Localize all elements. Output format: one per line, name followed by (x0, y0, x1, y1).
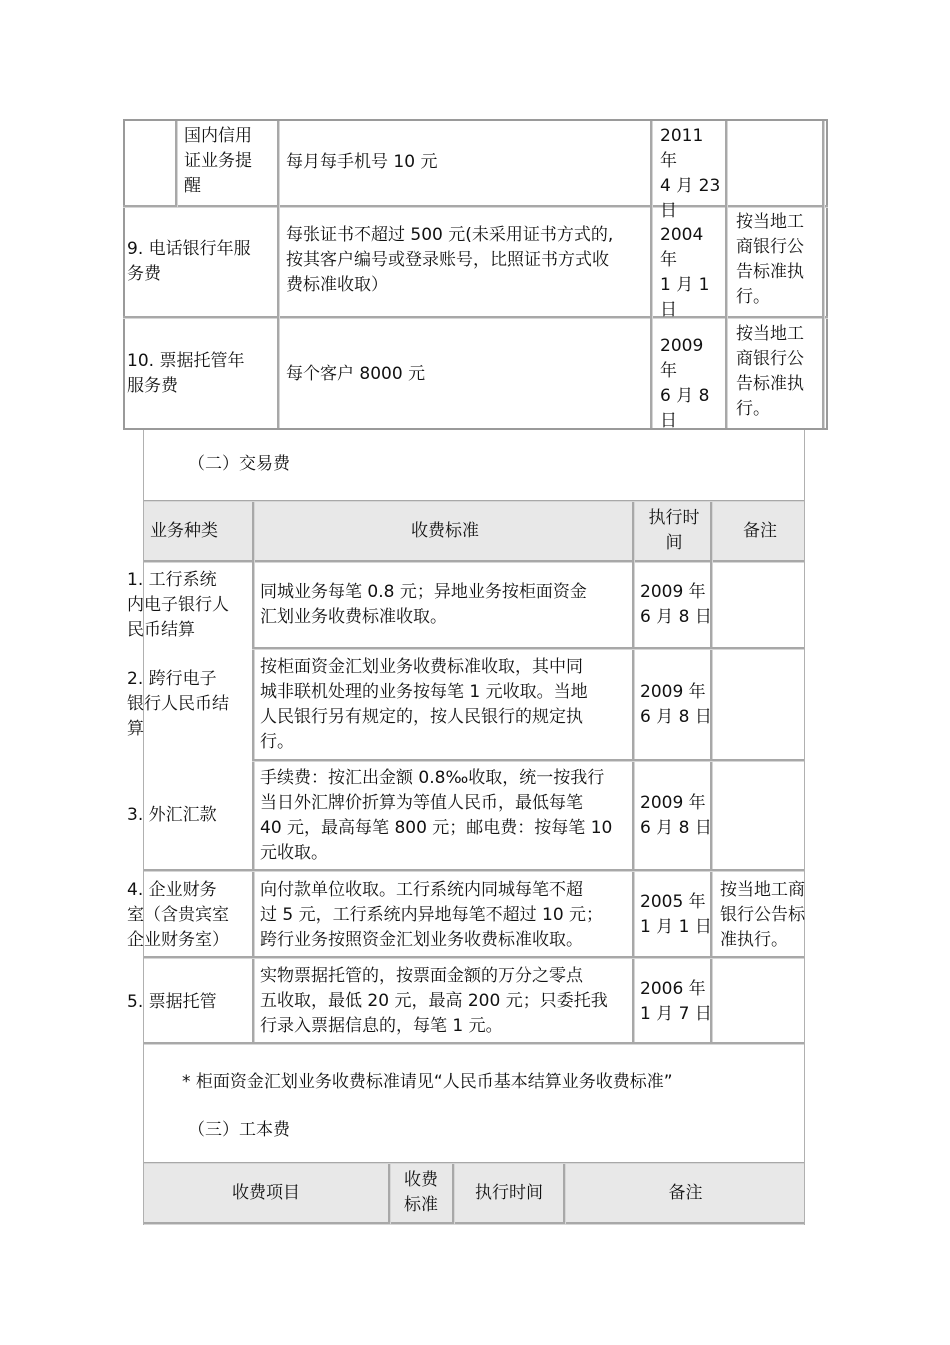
fee-standard (286, 322, 646, 426)
row-divider (252, 647, 804, 650)
effective-date: 2009 年 6 月 8 日 (640, 582, 712, 627)
header-text: 执行时间 (475, 1182, 543, 1203)
business-type: 2. 跨行电子 银行人民币结 算 (127, 669, 229, 739)
header-text: 备注 (668, 1182, 703, 1203)
fee-item-name (127, 210, 275, 314)
fee-standard (286, 124, 646, 200)
fee-item-name (127, 322, 275, 426)
header-text: 业务种类 (150, 520, 218, 541)
fee-standard: 手续费：按汇出金额 0.8‰收取，统一按我行 当日外汇牌价折算为等值人民币，最低每笔 40 元，最高每笔 800 元；邮电费：按每笔 10 元收取。 (260, 768, 613, 863)
header-text: 执行时 间 (648, 508, 700, 553)
fee-item-text: 9. 电话银行年服 务费 (127, 239, 251, 284)
section-title: （三）工本费 (188, 1120, 290, 1140)
row-divider (144, 1222, 804, 1225)
fee-standard-text: 每月每手机号 10 元 (286, 151, 438, 172)
header-text: 收费项目 (232, 1182, 300, 1203)
business-type: 5. 票据托管 (127, 992, 217, 1012)
fee-standard: 实物票据托管的，按票面金额的万分之零点 五收取，最低 20 元，最高 200 元；只委托我 行录入票据信息的，每笔 1 元。 (260, 966, 608, 1036)
header-text: 收费标准 (411, 520, 479, 541)
business-type: 3. 外汇汇款 (127, 805, 217, 825)
remark: 按当地工 商银行公 告标准执 行。 (736, 324, 804, 419)
row-divider (144, 869, 804, 872)
fee-standard: 同城业务每笔 0.8 元；异地业务按柜面资金 汇划业务收费标准收取。 (260, 582, 587, 627)
fee-item-name: 国内信用 证业务提 醒 (184, 126, 252, 196)
effective-date: 2004 年 1 月 1 日 (660, 225, 710, 320)
section-title: （二）交易费 (188, 454, 290, 474)
header-remark (716, 502, 804, 560)
col-divider (452, 1164, 455, 1224)
effective-date: 2009 年 6 月 8 日 (640, 793, 712, 838)
effective-date: 2011 年 4 月 23 日 (660, 126, 721, 221)
col-divider (725, 121, 728, 428)
fee-item-text: 10. 票据托管年 服务费 (127, 351, 245, 396)
remark: 按当地工商 银行公告标 准执行。 (720, 880, 805, 950)
header-text: 备注 (743, 520, 777, 541)
effective-date: 2006 年 1 月 7 日 (640, 979, 712, 1024)
col-divider (650, 121, 653, 428)
fee-standard: 按柜面资金汇划业务收费标准收取，其中同 城非联机处理的业务按每笔 1 元收取。当地 人民银行另有规定的，按人民银行的规定执 行。 (260, 657, 588, 752)
row-divider (144, 1042, 804, 1045)
effective-date: 2009 年 6 月 8 日 (660, 336, 710, 431)
header-text: 收费 标准 (404, 1170, 438, 1215)
effective-date: 2009 年 6 月 8 日 (640, 682, 712, 727)
col-divider (563, 1164, 566, 1224)
fee-standard: 向付款单位收取。工行系统内同城每笔不超 过 5 元，工行系统内异地每笔不超过 10 元； 跨行业务按照资金汇划业务收费标准收取。 (260, 880, 604, 950)
col-divider (175, 121, 178, 207)
footnote: * 柜面资金汇划业务收费标准请见“人民币基本结算业务收费标准” (182, 1072, 673, 1092)
col-divider (252, 502, 255, 1044)
col-divider (388, 1164, 391, 1224)
row-divider (144, 560, 804, 563)
header-remark (567, 1164, 804, 1222)
business-type: 4. 企业财务 室（含贵宾室 企业财务室） (127, 880, 229, 950)
header-effective-date (638, 502, 710, 560)
header-fee-item (146, 1164, 386, 1222)
fee-standard-text: 每个客户 8000 元 (286, 363, 426, 384)
remark: 按当地工 商银行公 告标准执 行。 (736, 212, 804, 307)
row-divider (144, 956, 804, 959)
col-divider (277, 121, 280, 428)
header-business-type (150, 502, 250, 560)
header-fee-standard (258, 502, 632, 560)
col-divider (632, 502, 635, 1044)
header-fee-standard (392, 1164, 450, 1222)
header-effective-date (456, 1164, 562, 1222)
business-type: 1. 工行系统 内电子银行人 民币结算 (127, 570, 229, 640)
effective-date: 2005 年 1 月 1 日 (640, 892, 712, 937)
col-divider (822, 121, 825, 428)
row-divider (252, 759, 804, 762)
fee-standard: 每张证书不超过 500 元(未采用证书方式的, 按其客户编号或登录账号，比照证书方式收 费标准收取） (286, 225, 614, 295)
